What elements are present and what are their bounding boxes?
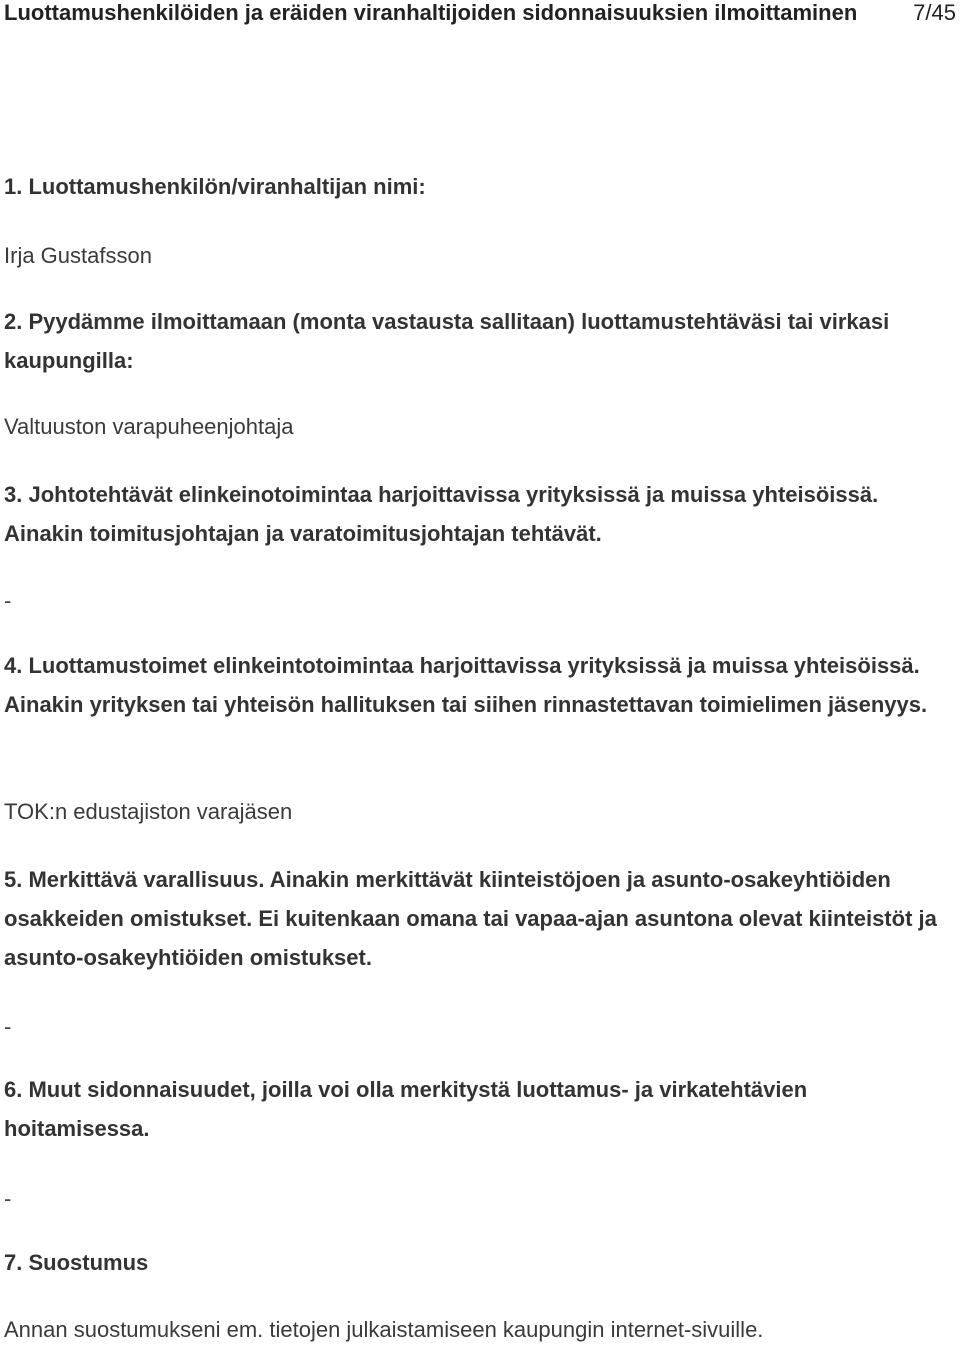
- question-2: 2. Pyydämme ilmoittamaan (monta vastausta sallitaan) luottamustehtäväsi tai virkasi kaupungilla:: [4, 309, 890, 373]
- question-4: 4. Luottamustoimet elinkeintotoimintaa harjoittavissa yrityksissä ja muissa yhteisöissä. Ainakin yrityksen tai yhteisön hallituksen tai siihen rinnastettavan toimielimen jäsenyys.: [4, 653, 928, 717]
- document-title: Luottamushenkilöiden ja eräiden viranhaltijoiden sidonnaisuuksien ilmoittaminen: [4, 0, 858, 25]
- question-1: 1. Luottamushenkilön/viranhaltijan nimi:: [4, 174, 426, 199]
- answer-2: Valtuuston varapuheenjohtaja: [4, 414, 294, 439]
- question-6: 6. Muut sidonnaisuudet, joilla voi olla merkitystä luottamus- ja virkatehtävien hoitamisessa.: [4, 1077, 808, 1141]
- answer-4: TOK:n edustajiston varajäsen: [4, 799, 293, 824]
- question-3: 3. Johtotehtävät elinkeinotoimintaa harjoittavissa yrityksissä ja muissa yhteisöissä. Ainakin toimitusjohtajan ja varatoimitusjohtajan tehtävät.: [4, 482, 879, 546]
- question-7: 7. Suostumus: [4, 1250, 149, 1275]
- answer-7: Annan suostumukseni em. tietojen julkaistamiseen kaupungin internet-sivuille.: [4, 1317, 764, 1342]
- answer-5: -: [4, 1014, 12, 1039]
- answer-1: Irja Gustafsson: [4, 243, 152, 268]
- answer-6: -: [4, 1186, 12, 1211]
- question-5: 5. Merkittävä varallisuus. Ainakin merkittävät kiinteistöjoen ja asunto-osakeyhtiöiden osakkeiden omistukset. Ei kuitenkaan omana tai vapaa-ajan asuntona olevat kiinteistöt ja asunto-osakeyhtiöiden omistukset.: [4, 867, 937, 970]
- page-counter: 7/45: [913, 0, 956, 25]
- answer-3: -: [4, 588, 12, 613]
